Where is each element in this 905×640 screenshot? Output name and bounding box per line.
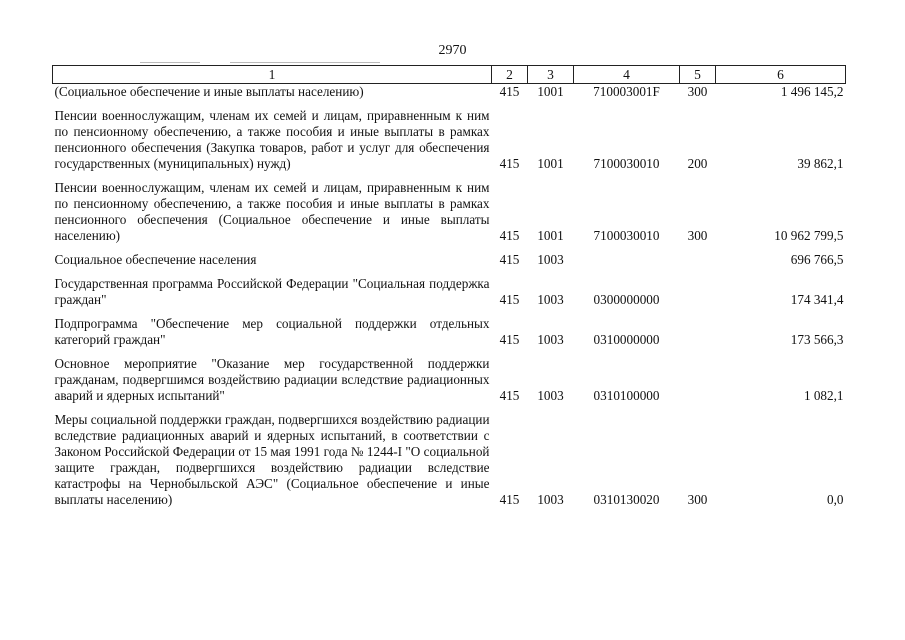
row-ministry-code: 415 — [499, 292, 520, 307]
row-expense-type: 300 — [687, 84, 708, 99]
scan-artifact-line — [140, 62, 200, 63]
row-target-code: 0300000000 — [593, 292, 660, 307]
row-sum: 1 496 145,2 — [780, 84, 844, 99]
row-name: Основное мероприятие "Оказание мер государственной поддержки гражданам, подвергшимся воздействию радиации вследствие радиационных аварий и ядерных испытаний" — [54, 356, 490, 403]
row-expense-type — [680, 316, 716, 356]
row-ministry-code: 415 — [499, 252, 520, 267]
row-name: (Социальное обеспечение и иные выплаты населению) — [54, 84, 364, 99]
row-name: Государственная программа Российской Федерации "Социальная поддержка граждан" — [54, 276, 490, 307]
row-name: Меры социальной поддержки граждан, подвергшихся воздействию радиации вследствие радиационных аварий и ядерных испытаний, в соответствии с Законом Российской Федерации от 15 мая 1991 года № 1244-I "О социальной защите граждан, подвергшихся воздействию радиации вследствие катастрофы на Чернобыльской АЭС" (Социальное обеспечение и иные выплаты населению) — [54, 412, 490, 507]
row-sum: 10 962 799,5 — [774, 228, 844, 243]
row-ministry-code: 415 — [499, 332, 520, 347]
row-ministry-code: 415 — [499, 84, 520, 99]
row-target-code: 0310000000 — [593, 332, 660, 347]
row-target-code — [574, 252, 680, 276]
page-number: 2970 — [438, 43, 467, 58]
column-header-1: 1 — [53, 66, 492, 84]
row-section-code: 1003 — [537, 388, 564, 403]
row-expense-type — [680, 276, 716, 316]
row-section-code: 1003 — [537, 492, 564, 507]
table-row — [53, 316, 846, 356]
row-name: Пенсии военнослужащим, членам их семей и лицам, приравненным к ним по пенсионному обеспечению, а также пособия и иные выплаты в рамках пенсионного обеспечения (Закупка товаров, работ и услуг для обеспечения государственных (муниципальных) нужд) — [54, 108, 490, 171]
row-sum: 0,0 — [827, 492, 844, 507]
column-header-2: 2 — [492, 66, 528, 84]
row-sum: 173 566,3 — [790, 332, 844, 347]
row-sum: 39 862,1 — [797, 156, 844, 171]
row-expense-type: 200 — [687, 156, 708, 171]
row-target-code: 7100030010 — [593, 228, 660, 243]
table-row — [53, 84, 846, 109]
row-target-code: 7100030010 — [593, 156, 660, 171]
budget-table — [52, 65, 846, 516]
scan-artifact-line — [230, 62, 380, 63]
table-row — [53, 180, 846, 252]
row-name: Социальное обеспечение населения — [54, 252, 257, 267]
row-name: Пенсии военнослужащим, членам их семей и лицам, приравненным к ним по пенсионному обеспечению, а также пособия и иные выплаты в рамках пенсионного обеспечения (Социальное обеспечение и иные выплаты населению) — [54, 180, 490, 243]
row-ministry-code: 415 — [499, 228, 520, 243]
row-section-code: 1001 — [537, 84, 564, 99]
table-row — [53, 356, 846, 412]
table-row — [53, 108, 846, 180]
row-ministry-code: 415 — [499, 156, 520, 171]
row-target-code: 710003001F — [593, 84, 660, 99]
row-expense-type — [680, 252, 716, 276]
column-header-6: 6 — [716, 66, 846, 84]
table-row — [53, 276, 846, 316]
row-target-code: 0310130020 — [593, 492, 660, 507]
column-header-5: 5 — [680, 66, 716, 84]
table-row — [53, 412, 846, 516]
row-target-code: 0310100000 — [593, 388, 660, 403]
row-expense-type: 300 — [687, 228, 708, 243]
row-expense-type — [680, 356, 716, 412]
row-sum: 174 341,4 — [790, 292, 844, 307]
row-section-code: 1003 — [537, 252, 564, 267]
row-name: Подпрограмма "Обеспечение мер социальной поддержки отдельных категорий граждан" — [54, 316, 490, 347]
row-section-code: 1003 — [537, 332, 564, 347]
row-sum: 1 082,1 — [803, 388, 844, 403]
row-section-code: 1001 — [537, 228, 564, 243]
column-number-header — [53, 66, 846, 84]
row-section-code: 1001 — [537, 156, 564, 171]
row-sum: 696 766,5 — [790, 252, 844, 267]
table-row — [53, 252, 846, 276]
row-ministry-code: 415 — [499, 388, 520, 403]
column-header-3: 3 — [528, 66, 574, 84]
column-header-4: 4 — [574, 66, 680, 84]
row-expense-type: 300 — [687, 492, 708, 507]
row-ministry-code: 415 — [499, 492, 520, 507]
row-section-code: 1003 — [537, 292, 564, 307]
